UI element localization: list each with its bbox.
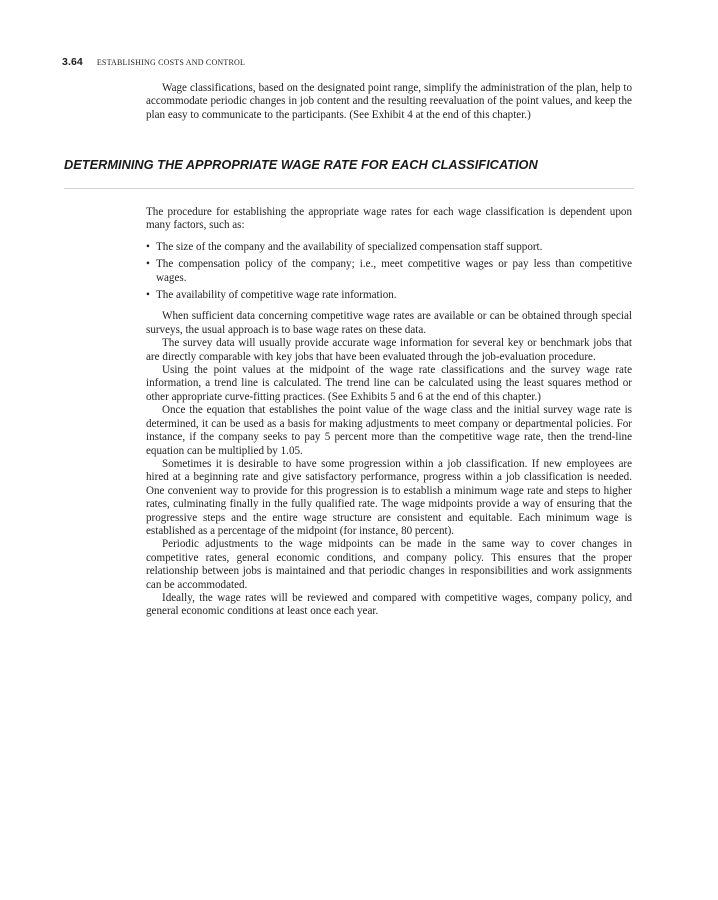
list-item bbox=[146, 258, 632, 285]
bullet-icon: • bbox=[146, 289, 150, 302]
body-paragraph: Once the equation that establishes the point value of the wage class and the initial survey wage rate is determined, it can be used as a basis for making adjustments to meet company or departmental policies. For instance, if the company seeks to pay 5 percent more than the competitive wage rate, then the trend-line equation can be multiplied by 1.05. bbox=[146, 404, 632, 457]
page-header bbox=[62, 52, 662, 66]
list-item bbox=[146, 289, 632, 302]
list-item bbox=[146, 241, 632, 254]
body-paragraph: Periodic adjustments to the wage midpoints can be made in the same way to cover changes in competitive rates, general economic conditions, and company policy. This ensures that the proper relationship between jobs is maintained and that periodic changes in responsibilities and work assignments can be accommodated. bbox=[146, 538, 632, 591]
list-item-text: The size of the company and the availability of specialized compensation staff support. bbox=[156, 240, 543, 253]
page-number: 3.64 bbox=[62, 56, 83, 68]
factor-list bbox=[146, 241, 632, 303]
list-item-text: The compensation policy of the company; i.e., meet competitive wages or pay less than competitive wages. bbox=[156, 258, 632, 284]
list-item-text: The availability of competitive wage rate information. bbox=[156, 289, 397, 302]
body-paragraph: When sufficient data concerning competitive wage rates are available or can be obtained through special surveys, the usual approach is to base wage rates on these data. bbox=[146, 310, 632, 336]
section-divider bbox=[64, 188, 634, 189]
bullet-icon: • bbox=[146, 240, 150, 253]
running-head: ESTABLISHING COSTS AND CONTROL bbox=[96, 58, 246, 67]
body-paragraph: Using the point values at the midpoint of the wage rate classifications and the survey wage rate information, a trend line is calculated. The trend line can be calculated using the least squares method or other appropriate curve-fitting practices. (See Exhibits 5 and 6 at the end of this chapter.) bbox=[146, 364, 632, 403]
intro-block bbox=[146, 82, 632, 122]
body-paragraph: The survey data will usually provide accurate wage information for several key or benchmark jobs that are directly comparable with key jobs that have been evaluated through the job-evaluation procedure. bbox=[146, 337, 632, 363]
body-paragraph: Ideally, the wage rates will be reviewed and compared with competitive wages, company policy, and general economic conditions at least once each year. bbox=[146, 591, 632, 618]
lead-paragraph: The procedure for establishing the appropriate wage rates for each wage classification is dependent upon many factors, such as: bbox=[146, 206, 632, 232]
section-body bbox=[146, 206, 632, 619]
bullet-icon: • bbox=[146, 258, 150, 271]
intro-paragraph: Wage classifications, based on the designated point range, simplify the administration of the plan, help to accommodate periodic changes in job content and the resulting reevaluation of the point values, and keep the plan easy to communicate to the participants. (See Exhibit 4 at the end of this chapter.) bbox=[146, 82, 632, 121]
body-paragraph: Sometimes it is desirable to have some progression within a job classification. If new employees are hired at a beginning rate and give satisfactory performance, progress within a job classification is needed. One convenient way to provide for this progression is to establish a minimum wage rate and steps to higher rates, culminating finally in the fully qualified rate. The wage midpoints provide a way of ensuring that the progressive steps and the entire wage structure are consistent and equitable. Each minimum wage is established as a percentage of the midpoint (for instance, 80 percent). bbox=[146, 457, 632, 537]
section-heading: DETERMINING THE APPROPRIATE WAGE RATE FOR EACH CLASSIFICATION bbox=[64, 157, 538, 172]
